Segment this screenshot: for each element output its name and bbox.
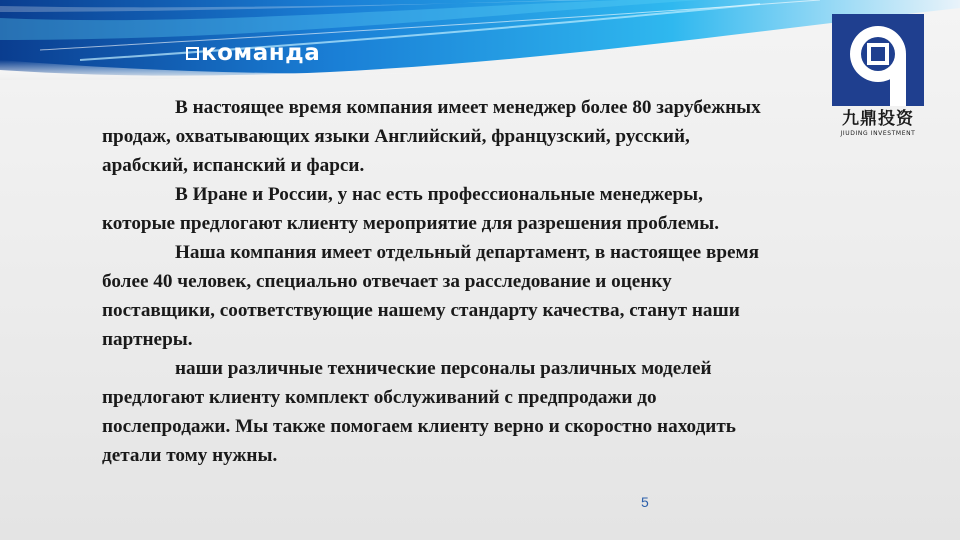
company-logo (832, 14, 924, 137)
paragraph-3: Наша компания имеет отдельный департамент, в настоящее время более 40 человек, специально отвечает за расследование и оценку поставщики, соответствующие нашему стандарту качества, станут наши партнеры. (102, 242, 759, 350)
checkbox-bullet-icon (186, 47, 199, 60)
page-number: 5 (641, 494, 649, 510)
paragraph-1: В настоящее время компания имеет менеджер более 80 зарубежных продаж, охватывающих языки Английский, французский, русский, арабский, испанский и фарси. (102, 97, 761, 176)
body-text (102, 93, 762, 470)
banner-graphic (0, 0, 960, 80)
slide-title-text: команда (201, 40, 321, 66)
logo-mark-icon (832, 14, 924, 106)
paragraph-4: наши различные технические персоналы различных моделей предлогают клиенту комплект обслуживаний с предпродажи до послепродажи. Мы также помогаем клиенту верно и скоростно находить детали тому нужны. (102, 358, 736, 466)
logo-english-text: JIUDING INVESTMENT (840, 130, 916, 137)
paragraph-2: В Иране и России, у нас есть профессиональные менеджеры, которые предлогают клиенту мероприятие для разрешения проблемы. (102, 184, 720, 234)
slide-title (186, 40, 320, 66)
logo-chinese-text: 九鼎投资 (842, 109, 914, 129)
header-banner (0, 0, 960, 80)
